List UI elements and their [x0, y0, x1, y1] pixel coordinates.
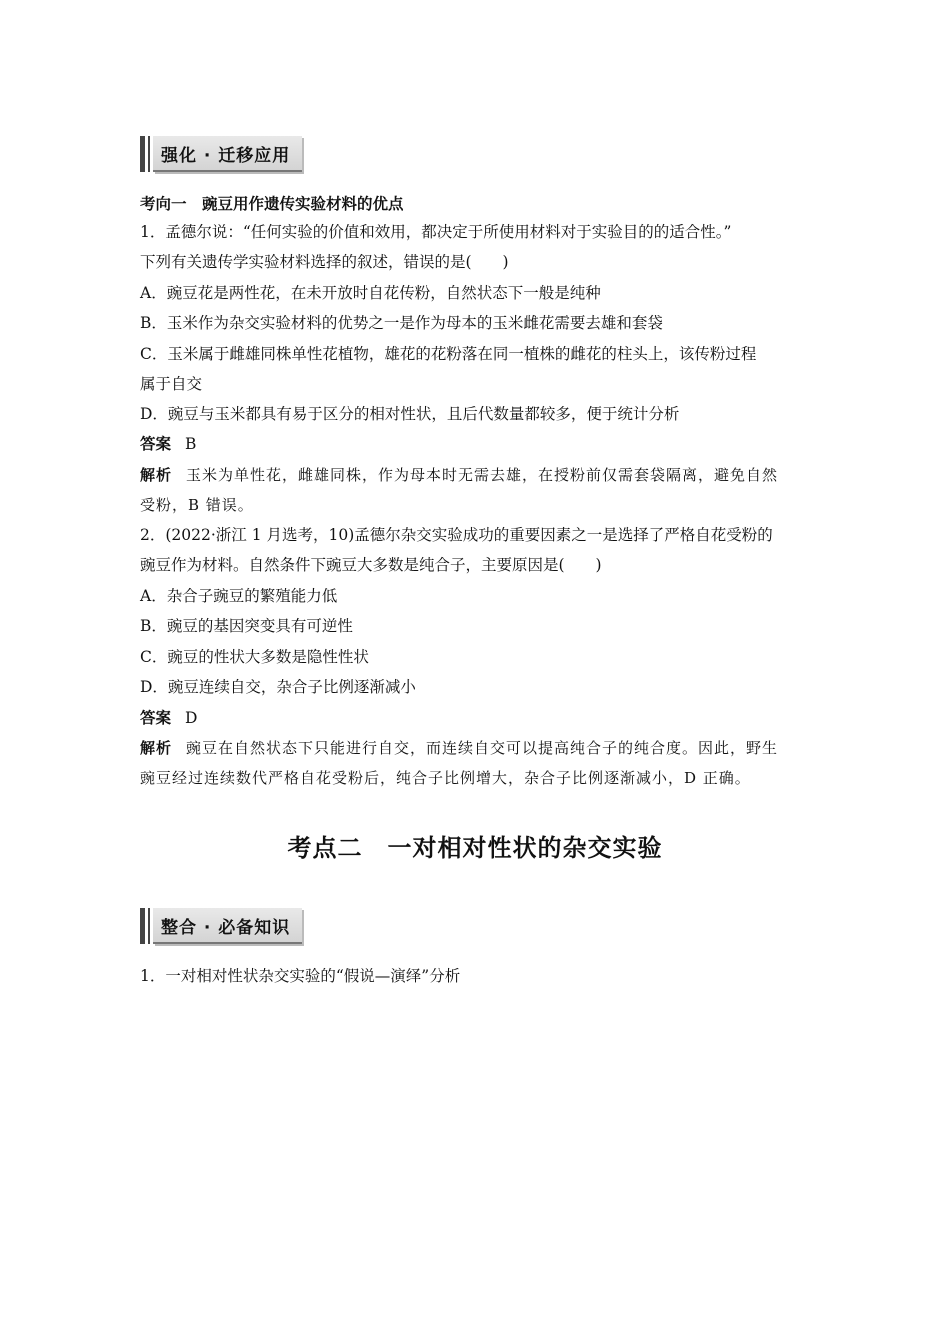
q1-stem-line1: 1．孟德尔说：“任何实验的价值和效用，都决定于所使用材料对于实验目的的适合性。” [140, 223, 732, 241]
q2-option-d: D．豌豆连续自交，杂合子比例逐渐减小 [140, 678, 416, 696]
answer-label: 答案 [140, 709, 172, 727]
section-banner-transfer [140, 136, 302, 172]
banner-bar [140, 136, 145, 172]
answer-value: B [185, 435, 197, 453]
q1-option-c-line1: C．玉米属于雌雄同株单性花植物，雄花的花粉落在同一植株的雌花的柱头上，该传粉过程 [140, 345, 757, 363]
q2-stem-line1: 2．(2022·浙江 1 月选考，10)孟德尔杂交实验成功的重要因素之一是选择了严格自花受粉的 [140, 526, 773, 544]
q1-option-c-line2: 属于自交 [140, 375, 203, 393]
q2-answer [140, 707, 812, 729]
banner-bar [140, 908, 145, 944]
banner-title: 整合 · 必备知识 [153, 908, 302, 944]
q1-analysis-line2: 受粉，B 错误。 [140, 496, 254, 514]
q2-option-b: B．豌豆的基因突变具有可逆性 [140, 617, 353, 635]
knowledge-item-1: 1．一对相对性状杂交实验的“假说—演绎”分析 [140, 967, 461, 985]
q2-stem-line2: 豌豆作为材料。自然条件下豌豆大多数是纯合子，主要原因是( ) [140, 556, 602, 574]
banner-bar-thin [148, 908, 150, 944]
answer-value: D [185, 709, 198, 727]
analysis-label: 解析 [140, 739, 173, 757]
answer-label: 答案 [140, 435, 172, 453]
banner-title: 强化 · 迁移应用 [153, 136, 302, 172]
q1-analysis-line1 [140, 464, 812, 486]
banner-bar-thin [148, 136, 150, 172]
analysis-text: 豌豆在自然状态下只能进行自交，而连续自交可以提高纯合子的纯合度。因此，野生 [186, 739, 779, 757]
analysis-text: 玉米为单性花，雌雄同株，作为母本时无需去雄，在授粉前仅需套袋隔离，避免自然 [186, 466, 779, 484]
q2-analysis-line2: 豌豆经过连续数代严格自花受粉后，纯合子比例增大，杂合子比例逐渐减小，D 正确。 [140, 769, 751, 787]
direction-heading: 考向一 豌豆用作遗传实验材料的优点 [140, 195, 404, 213]
q1-answer [140, 433, 812, 455]
analysis-label: 解析 [140, 466, 173, 484]
section-heading-two: 考点二 一对相对性状的杂交实验 [287, 834, 663, 862]
q2-option-a: A．杂合子豌豆的繁殖能力低 [140, 587, 338, 605]
q2-analysis-line1 [140, 737, 812, 759]
q2-option-c: C．豌豆的性状大多数是隐性性状 [140, 648, 369, 666]
q1-stem-line2: 下列有关遗传学实验材料选择的叙述，错误的是( ) [140, 253, 509, 271]
q1-option-a: A．豌豆花是两性花，在未开放时自花传粉，自然状态下一般是纯种 [140, 284, 601, 302]
q1-option-d: D．豌豆与玉米都具有易于区分的相对性状，且后代数量都较多，便于统计分析 [140, 405, 680, 423]
q1-option-b: B．玉米作为杂交实验材料的优势之一是作为母本的玉米雌花需要去雄和套袋 [140, 314, 663, 332]
section-banner-knowledge [140, 908, 302, 944]
